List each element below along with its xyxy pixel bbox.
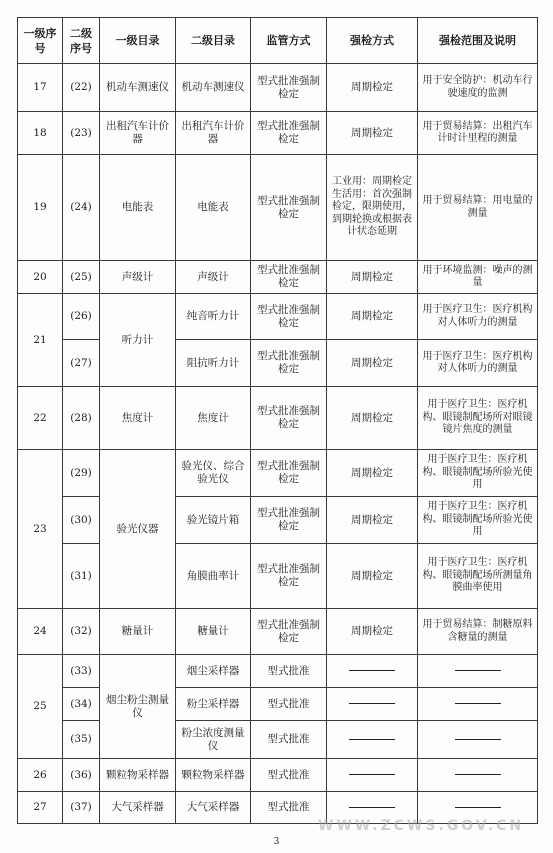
table-row (18, 387, 538, 450)
inspection-method: 周期检定 (327, 609, 418, 655)
inspection-method-dash (327, 721, 418, 759)
scope-note: 用于医疗卫生：医疗机构、眼镜制配场所对眼镜镜片焦度的测量 (418, 387, 538, 450)
supervision-method: 型式批准强制检定 (251, 155, 327, 261)
level1-catalog: 糖量计 (100, 609, 176, 655)
scope-note: 用于医疗卫生：医疗机构对人体听力的测量 (418, 340, 538, 387)
level1-no: 19 (18, 155, 63, 261)
level1-catalog: 烟尘粉尘测量仪 (100, 655, 176, 759)
supervision-method: 型式批准强制检定 (251, 64, 327, 112)
level2-catalog: 验光仪、综合验光仪 (176, 450, 251, 497)
supervision-method: 型式批准强制检定 (251, 294, 327, 340)
level1-no: 23 (18, 450, 63, 609)
dash-line (455, 739, 501, 740)
dash-line (349, 774, 395, 775)
scope-note: 用于环境监测：噪声的测量 (418, 261, 538, 294)
level2-catalog: 大气采样器 (176, 792, 251, 824)
scope-note: 用于医疗卫生：医疗机构、眼镜制配场所验光使用 (418, 497, 538, 544)
supervision-method: 型式批准 (251, 655, 327, 688)
supervision-method: 型式批准 (251, 792, 327, 824)
level2-no: (27) (63, 340, 100, 387)
level2-no: (37) (63, 792, 100, 824)
supervision-method: 型式批准强制检定 (251, 112, 327, 155)
table-row (18, 609, 538, 655)
level2-no: (23) (63, 112, 100, 155)
header-supervision: 监管方式 (251, 18, 327, 64)
level1-no: 27 (18, 792, 63, 824)
level1-no: 22 (18, 387, 63, 450)
dash-line (455, 703, 501, 704)
dash-line (455, 774, 501, 775)
level2-no: (31) (63, 544, 100, 609)
supervision-method: 型式批准强制检定 (251, 450, 327, 497)
supervision-method: 型式批准 (251, 721, 327, 759)
inspection-method: 周期检定 (327, 450, 418, 497)
table-row (18, 655, 538, 688)
header-level2-no: 二级序号 (63, 18, 100, 64)
level1-catalog: 焦度计 (100, 387, 176, 450)
scope-note-dash (418, 721, 538, 759)
supervision-method: 型式批准强制检定 (251, 340, 327, 387)
inspection-method-dash (327, 759, 418, 792)
level2-catalog: 机动车测速仪 (176, 64, 251, 112)
inspection-method: 工业用：周期检定 生活用：首次强制检定，限期使用，到期轮换或根据表计状态延期 (327, 155, 418, 261)
level1-catalog: 电能表 (100, 155, 176, 261)
level2-catalog: 纯音听力计 (176, 294, 251, 340)
level1-no: 21 (18, 294, 63, 387)
scope-note: 用于贸易结算：制糖原料含糖量的测量 (418, 609, 538, 655)
level2-no: (33) (63, 655, 100, 688)
level2-no: (22) (63, 64, 100, 112)
header-level1-no: 一级序号 (18, 18, 63, 64)
page-number: 3 (273, 837, 280, 847)
level2-no: (29) (63, 450, 100, 497)
level2-catalog: 出租汽车计价器 (176, 112, 251, 155)
supervision-method: 型式批准 (251, 759, 327, 792)
inspection-method-dash (327, 655, 418, 688)
level1-catalog: 大气采样器 (100, 792, 176, 824)
dash-line (349, 807, 395, 808)
scope-note: 用于医疗卫生：医疗机构对人体听力的测量 (418, 294, 538, 340)
level2-catalog: 焦度计 (176, 387, 251, 450)
scope-note-dash (418, 655, 538, 688)
level1-no: 18 (18, 112, 63, 155)
inspection-method-dash (327, 688, 418, 721)
level1-no: 17 (18, 64, 63, 112)
level2-no: (26) (63, 294, 100, 340)
level2-no: (25) (63, 261, 100, 294)
dash-line (455, 807, 501, 808)
inspection-method: 周期检定 (327, 112, 418, 155)
level2-catalog: 验光镜片箱 (176, 497, 251, 544)
inspection-method: 周期检定 (327, 340, 418, 387)
table-row (18, 759, 538, 792)
scope-note: 用于安全防护：机动车行驶速度的监测 (418, 64, 538, 112)
supervision-method: 型式批准强制检定 (251, 497, 327, 544)
scope-note-dash (418, 759, 538, 792)
level1-no: 20 (18, 261, 63, 294)
level2-no: (34) (63, 688, 100, 721)
level2-catalog: 糖量计 (176, 609, 251, 655)
level2-catalog: 颗粒物采样器 (176, 759, 251, 792)
header-level2-catalog: 二级目录 (176, 18, 251, 64)
level1-catalog: 验光仪器 (100, 450, 176, 609)
scope-note-dash (418, 688, 538, 721)
header-scope: 强检范围及说明 (418, 18, 538, 64)
level1-catalog: 机动车测速仪 (100, 64, 176, 112)
level1-catalog: 声级计 (100, 261, 176, 294)
level2-no: (24) (63, 155, 100, 261)
inspection-method: 周期检定 (327, 64, 418, 112)
scope-note: 用于医疗卫生：医疗机构、眼镜制配场所验光使用 (418, 450, 538, 497)
level2-no: (32) (63, 609, 100, 655)
level1-no: 25 (18, 655, 63, 759)
header-inspection: 强检方式 (327, 18, 418, 64)
scope-note: 用于医疗卫生：医疗机构、眼镜制配场所测量角膜曲率使用 (418, 544, 538, 609)
level2-catalog: 电能表 (176, 155, 251, 261)
dash-line (349, 739, 395, 740)
table-row (18, 64, 538, 112)
level2-no: (28) (63, 387, 100, 450)
scope-note: 用于贸易结算：用电量的测量 (418, 155, 538, 261)
level2-no: (36) (63, 759, 100, 792)
table-row (18, 450, 538, 497)
header-row (18, 18, 538, 64)
level1-catalog: 听力计 (100, 294, 176, 387)
watermark: WWW.ZCWS.GOV.CN (318, 818, 525, 834)
level1-no: 24 (18, 609, 63, 655)
level2-catalog: 声级计 (176, 261, 251, 294)
dash-line (455, 670, 501, 671)
inspection-method: 周期检定 (327, 497, 418, 544)
level1-catalog: 颗粒物采样器 (100, 759, 176, 792)
inspection-method: 周期检定 (327, 544, 418, 609)
level2-no: (35) (63, 721, 100, 759)
inspection-method: 周期检定 (327, 294, 418, 340)
inspection-method: 周期检定 (327, 387, 418, 450)
table-row (18, 112, 538, 155)
header-level1-catalog: 一级目录 (100, 18, 176, 64)
table-row (18, 688, 538, 721)
supervision-method: 型式批准 (251, 688, 327, 721)
table-row (18, 155, 538, 261)
level2-catalog: 粉尘采样器 (176, 688, 251, 721)
level1-no: 26 (18, 759, 63, 792)
regulation-table (17, 17, 538, 824)
supervision-method: 型式批准强制检定 (251, 387, 327, 450)
level2-catalog: 烟尘采样器 (176, 655, 251, 688)
inspection-method: 周期检定 (327, 261, 418, 294)
table-row (18, 497, 538, 544)
level2-catalog: 粉尘浓度测量仪 (176, 721, 251, 759)
dash-line (349, 703, 395, 704)
table-row (18, 721, 538, 759)
scope-note: 用于贸易结算：出租汽车计时计里程的测量 (418, 112, 538, 155)
table-row (18, 340, 538, 387)
table-row (18, 261, 538, 294)
supervision-method: 型式批准强制检定 (251, 609, 327, 655)
level2-catalog: 阻抗听力计 (176, 340, 251, 387)
supervision-method: 型式批准强制检定 (251, 544, 327, 609)
supervision-method: 型式批准强制检定 (251, 261, 327, 294)
dash-line (349, 670, 395, 671)
table-row (18, 294, 538, 340)
level2-catalog: 角膜曲率计 (176, 544, 251, 609)
level2-no: (30) (63, 497, 100, 544)
level1-catalog: 出租汽车计价器 (100, 112, 176, 155)
table-row (18, 544, 538, 609)
